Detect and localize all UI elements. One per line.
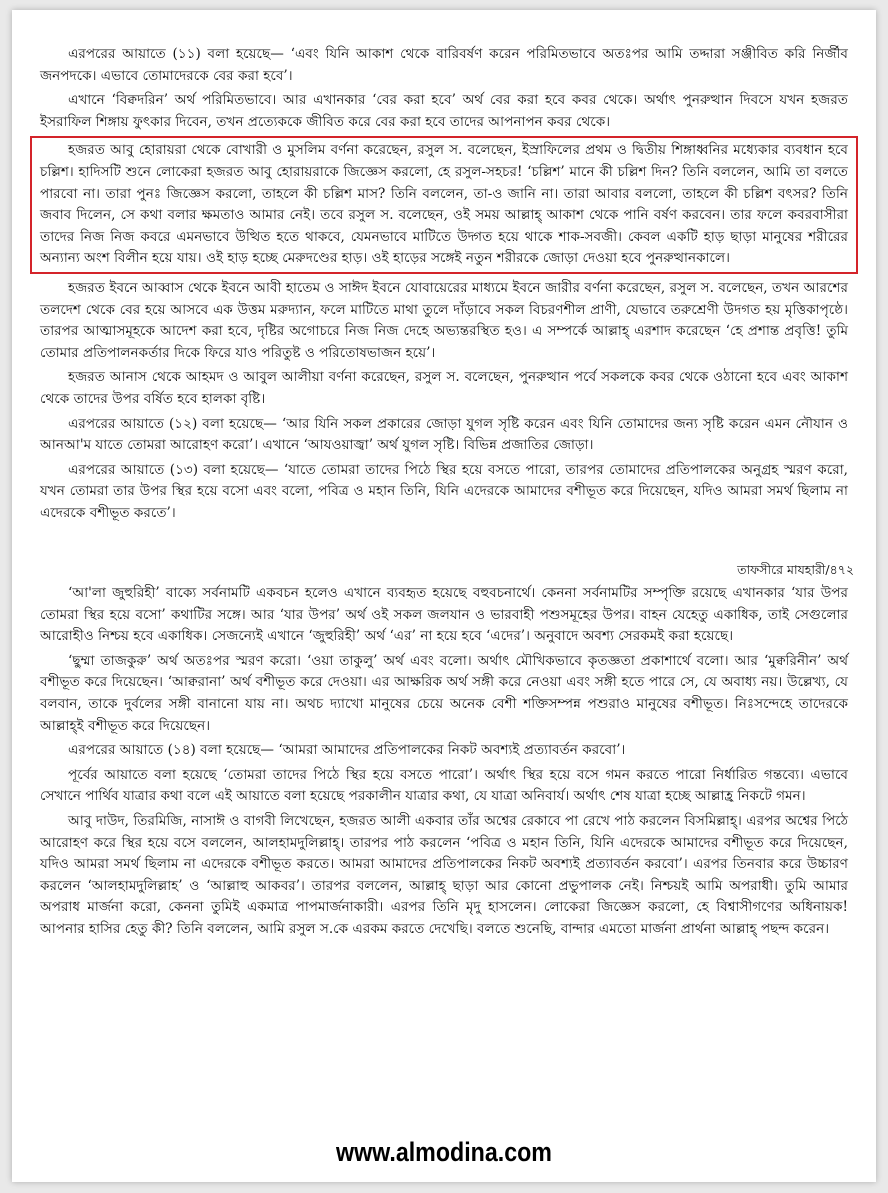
paragraph: হজরত আনাস থেকে আহমদ ও আবুল আলীয়া বর্ণনা করেছেন, রসুল স. বলেছেন, পুনরুত্থান পর্বে সকলকে কবর থেকে ওঠানো হবে এবং আকাশ থেকে তাদের উপর বর্ষিত হবে হালকা বৃষ্টি। [40,369,848,407]
paragraph: এরপরের আয়াতে (১৩) বলা হয়েছে— ‘যাতে তোমরা তাদের পিঠে স্থির হয়ে বসতে পারো, তারপর তোমাদের প্রতিপালকের অনুগ্রহ স্মরণ করো, যখন তোমরা তার উপর স্থির হয়ে বসো এবং বলো, পবিত্র ও মহান তিনি, যিনি এদেরকে আমাদের বশীভূত করে দিয়েছেন, যদিও আমরা সমর্থ ছিলাম না এদেরকে বশীভূত করতে’। [40,461,848,521]
paragraph: এরপরের আয়াতে (১২) বলা হয়েছে— ‘আর যিনি সকল প্রকারের জোড়া যুগল সৃষ্টি করেন এবং যিনি তোমাদের জন্য সৃষ্টি করেন এমন নৌযান ও আনআ'ম যাতে তোমরা আরোহণ করো’। এখানে ‘আযওয়াজ্বা’ অর্থ যুগল সৃষ্টি। বিভিন্ন প্রজাতির জোড়া। [40,415,848,454]
paragraph: এখানে ‘বিক্বদরিন’ অর্থ পরিমিতভাবে। আর এখানকার ‘বের করা হবে’ অর্থ বের করা হবে কবর থেকে। অর্থাৎ পুনরুত্থান দিবসে যখন হজরত ইসরাফিল শিঙ্গায় ফুৎকার দিবেন, তখন প্রত্যেককে জীবিত করে বের করা হবে তাদের আপনাপন কবর থেকে। [40,92,848,130]
paragraph: ‘ছুম্মা তাজকুরু’ অর্থ অতঃপর স্মরণ করো। ‘ওয়া তাকুলু’ অর্থ এবং বলো। অর্থাৎ মৌখিকভাবে কৃতজ্ঞতা প্রকাশার্থে বলো। আর ‘মুক্বরিনীন’ অর্থ বশীভূত করে দিয়েছেন। ‘আক্বরানা’ অর্থ বশীভূত করে দেওয়া। এর আক্ষরিক অর্থ সঙ্গী করে নেওয়া এবং সঙ্গী হতে পারে সে, যে অবাধ্য নয়। উল্লেখ্য, যে বলবান, তাকে দুর্বলের সঙ্গী বানানো যায় না। অথচ দ্যাখো মানুষের চেয়ে অনেক বেশী শক্তিসম্পন্ন পশুরাও মানুষের বশীভূত। নিঃসন্দেহে তাদেরকে আল্লাহ্ই বশীভূত করে দিয়েছেন। [40,652,848,734]
paragraph: ‘আ'লা জুহুরিহী’ বাক্যে সর্বনামটি একবচন হলেও এখানে ব্যবহৃত হয়েছে বহুবচনার্থে। কেননা সর্বনামটির সম্পৃক্তি রয়েছে এখানকার ‘যার উপর তোমরা স্থির হয়ে বসো’ কথাটির সঙ্গে। আর ‘যার উপর’ অর্থ ওই সকল জলযান ও ভারবাহী পশুসমূহের উপর। বাহন যেহেতু একাধিক, তাই সেগুলোর আরোহীও নিশ্চয় হবে একাধিক। সেজন্যেই এখানে ‘জুহুরিহী’ অর্থ ‘এর’ না হয়ে হবে ‘এদের’। অনুবাদে অবশ্য সেরকমই করা হয়েছে। [40,585,848,645]
document-body [40,44,854,944]
paragraph: পূর্বের আয়াতে বলা হয়েছে ‘তোমরা তাদের পিঠে স্থির হয়ে বসতে পারো’। অর্থাৎ স্থির হয়ে বসে গমন করতে পারো নির্ধারিত গন্তব্যে। এভাবে সেখানে পার্থিব যাত্রার কথা বলে এই আয়াতে বলা হয়েছে পরকালীন যাত্রার কথা, যে যাত্রা অনিবার্য। অর্থাৎ শেষ যাত্রা হচ্ছে আল্লাহ্র নিকটে গমন। [40,766,848,805]
paragraph: এরপরের আয়াতে (১৪) বলা হয়েছে— ‘আমরা আমাদের প্রতিপালকের নিকট অবশ্যই প্রত্যাবর্তন করবো’। [68,742,626,759]
section-gap [40,527,848,559]
document-page [12,10,876,1182]
paragraph: আবু দাউদ, তিরমিজি, নাসাঈ ও বাগবী লিখেছেন, হজরত আলী একবার তাঁর অশ্বের রেকাবে পা রেখে পাঠ করলেন বিসমিল্লাহ্। এরপর অশ্বের পিঠে আরোহণ করে স্থির হয়ে বসে বললেন, আলহামদুলিল্লাহ্। তারপর পাঠ করলেন ‘পবিত্র ও মহান তিনি, যিনি এদেরকে আমাদের বশীভূত করে দিয়েছেন, যদিও আমরা সমর্থ ছিলাম না এদেরকে বশীভূত করতে। আমরা আমাদের প্রতিপালকের নিকট অবশ্যই প্রত্যাবর্তন করবো’। এরপর তিনবার করে উচ্চারণ করলেন ‘আলহামদুলিল্লাহ’ ও ‘আল্লাহু আকবর’। তারপর বললেন, আল্লাহ্ ছাড়া আর কোনো প্রভুপালক নেই। নিশ্চয়ই আমি অপরাধী। তুমি আমার অপরাধ মার্জনা করো, কেননা তুমিই একমাত্র পাপমার্জনাকারী। এরপর তিনি মৃদু হাসলেন। লোকেরা জিজ্ঞেস করলো, হে বিশ্বাসীগণের অধিনায়ক! আপনার হাসির হেতু কী? তিনি বললেন, আমি রসুল স.কে এরকম করতে দেখেছি। বলতে শুনেছি, বান্দার এমতো মার্জনা প্রার্থনা আল্লাহ্ পছন্দ করেন। [40,813,848,937]
paragraph: এরপরের আয়াতে (১১) বলা হয়েছে— ‘এবং যিনি আকাশ থেকে বারিবর্ষণ করেন পরিমিতভাবে অতঃপর আমি তদ্দারা সঞ্জীবিত করি নির্জীব জনপদকে। এভাবে তোমাদেরকে বের করা হবে’। [40,46,848,84]
website-footer: www.almodina.com [336,1137,552,1167]
highlighted-paragraph: হজরত আবু হোরায়রা থেকে বোখারী ও মুসলিম বর্ণনা করেছেন, রসুল স. বলেছেন, ইস্রাফিলের প্রথম ও দ্বিতীয় শিঙ্গাধ্বনির মধ্যেকার ব্যবধান হবে চল্লিশ। হাদিসটি শুনে লোকেরা হজরত আবু হোরায়রাকে জিজ্ঞেস করলো, হে রসুল-সহচর! ‘চল্লিশ’ মানে কী চল্লিশ দিন? তিনি বললেন, আমি তা বলতে পারবো না। তারা পুনঃ জিজ্ঞেস করলো, তাহলে কী চল্লিশ মাস? তিনি বললেন, তা-ও জানি না। তারা আবার বললো, তাহলে কী চল্লিশ বৎসর? তিনি জবাব দিলেন, সে কথা বলার ক্ষমতাও আমার নেই। তবে রসুল স. বলেছেন, ওই সময় আল্লাহ্ আকাশ থেকে পানি বর্ষণ করবেন। তার ফলে কবরবাসীরা তাদের নিজ নিজ কবরে এমনভাবে উত্থিত হতে থাকবে, যেমনভাবে মাটিতে উদ্গত হয়ে থাকে শাক-সবজী। কেবল একটি হাড় ছাড়া মানুষের শরীরের অন্যান্য অংশ বিলীন হয়ে যায়। ওই হাড় হচ্ছে মেরুদণ্ডের হাড়। ওই হাড়ের সঙ্গেই নতুন শরীরকে জোড়া দেওয়া হবে পুনরুত্থানকালে। [30,136,858,274]
page-reference: তাফসীরে মাযহারী/৪৭২ [737,562,854,578]
paragraph: হজরত ইবনে আব্বাস থেকে ইবনে আবী হাতেম ও সাঈদ ইবনে যোবায়েরের মাধ্যমে ইবনে জারীর বর্ণনা করেছেন, রসুল স. বলেছেন, তখন আরশের তলদেশ থেকে বের হয়ে আসবে এক উত্তম মরুদ্যান, ফলে মাটিতে মাথা তুলে দাঁড়াবে সকল বিচরণশীল প্রাণী, যেভাবে তরুশ্রেণী উদগত হয় মৃত্তিকাপৃষ্ঠে। তারপর আত্মাসমূহকে আদেশ করা হবে, দৃষ্টির অগোচরে নিজ নিজ দেহে অভ্যন্তরস্থিত হও। এ সম্পর্কে আল্লাহ্ এরশাদ করেছেন ‘হে প্রশান্ত প্রবৃত্তি! তুমি তোমার প্রতিপালনকর্তার দিকে ফিরে যাও পরিতুষ্ট ও পরিতোষভাজন হয়ে’। [40,279,848,361]
